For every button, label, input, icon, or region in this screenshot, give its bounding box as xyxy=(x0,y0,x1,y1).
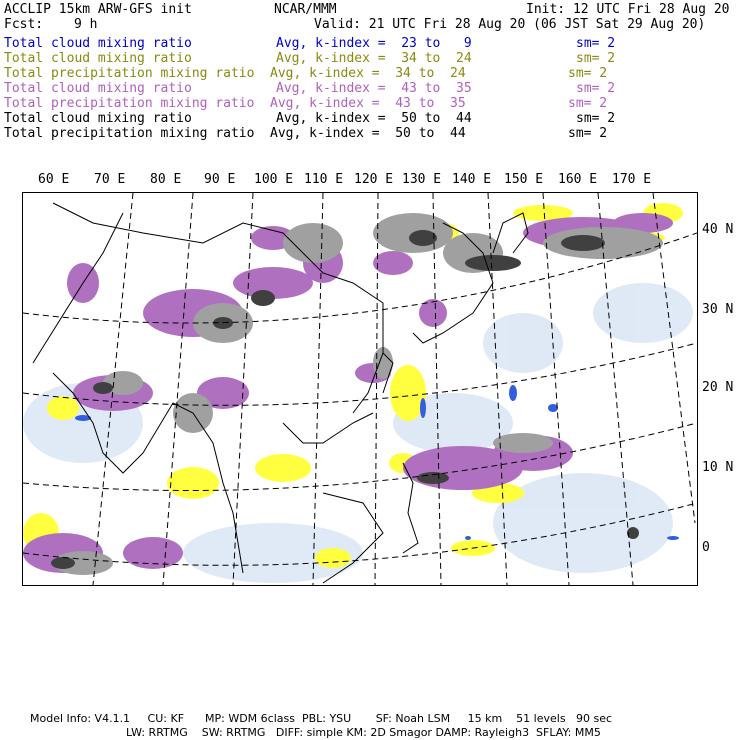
legend-field: Total cloud mixing ratio xyxy=(4,81,192,96)
legend-smoothing: sm= 2 xyxy=(576,51,616,66)
legend-smoothing: sm= 2 xyxy=(576,36,616,51)
organization: NCAR/MMM xyxy=(274,2,337,17)
longitude-label: 60 E xyxy=(38,172,70,187)
legend-smoothing: sm= 2 xyxy=(568,96,608,111)
latitude-label: 0 xyxy=(702,540,710,555)
forecast-map xyxy=(22,192,698,586)
longitude-label: 140 E xyxy=(452,172,492,187)
legend-smoothing: sm= 2 xyxy=(576,111,616,126)
latitude-label: 10 N xyxy=(702,460,734,475)
legend-smoothing: sm= 2 xyxy=(576,81,616,96)
legend-field: Total cloud mixing ratio xyxy=(4,111,192,126)
legend-field: Total cloud mixing ratio xyxy=(4,51,192,66)
cloud-background-layer xyxy=(23,283,693,583)
legend-average: Avg, k-index = 34 to 24 xyxy=(270,66,466,81)
longitude-label: 110 E xyxy=(304,172,344,187)
latitude-label: 30 N xyxy=(702,302,734,317)
longitude-label: 130 E xyxy=(402,172,442,187)
forecast-hour: 9 h xyxy=(74,17,98,32)
longitude-label: 120 E xyxy=(354,172,394,187)
longitude-label: 170 E xyxy=(612,172,652,187)
legend-field: Total precipitation mixing ratio xyxy=(4,66,255,81)
longitude-label: 100 E xyxy=(254,172,294,187)
longitude-label: 80 E xyxy=(150,172,182,187)
legend-average: Avg, k-index = 23 to 9 xyxy=(276,36,472,51)
legend-field: Total precipitation mixing ratio xyxy=(4,126,255,141)
model-info-line1: Model Info: V4.1.1 CU: KF MP: WDM 6class PBL: YSU SF: Noah LSM 15 km 51 levels 90 sec xyxy=(30,712,613,725)
legend-field: Total cloud mixing ratio xyxy=(4,36,192,51)
model-info-line2: LW: RRTMG SW: RRTMG DIFF: simple KM: 2D Smagor DAMP: Rayleigh3 SFLAY: MM5 xyxy=(126,726,601,739)
legend-average: Avg, k-index = 50 to 44 xyxy=(270,126,466,141)
legend-average: Avg, k-index = 43 to 35 xyxy=(270,96,466,111)
legend-average: Avg, k-index = 43 to 35 xyxy=(276,81,472,96)
longitude-label: 70 E xyxy=(94,172,126,187)
map-canvas xyxy=(23,193,697,585)
valid-time: Valid: 21 UTC Fri 28 Aug 20 (06 JST Sat 29 Aug 20) xyxy=(314,17,706,32)
longitude-label: 90 E xyxy=(204,172,236,187)
init-time: Init: 12 UTC Fri 28 Aug 20 xyxy=(526,2,730,17)
longitude-label: 160 E xyxy=(558,172,598,187)
product-title: ACCLIP 15km ARW-GFS init xyxy=(4,2,192,17)
legend-average: Avg, k-index = 50 to 44 xyxy=(276,111,472,126)
legend-field: Total precipitation mixing ratio xyxy=(4,96,255,111)
latitude-label: 40 N xyxy=(702,222,734,237)
legend-smoothing: sm= 2 xyxy=(568,66,608,81)
longitude-label: 150 E xyxy=(504,172,544,187)
forecast-label: Fcst: xyxy=(4,17,44,32)
legend-average: Avg, k-index = 34 to 24 xyxy=(276,51,472,66)
legend-smoothing: sm= 2 xyxy=(568,126,608,141)
latitude-label: 20 N xyxy=(702,380,734,395)
